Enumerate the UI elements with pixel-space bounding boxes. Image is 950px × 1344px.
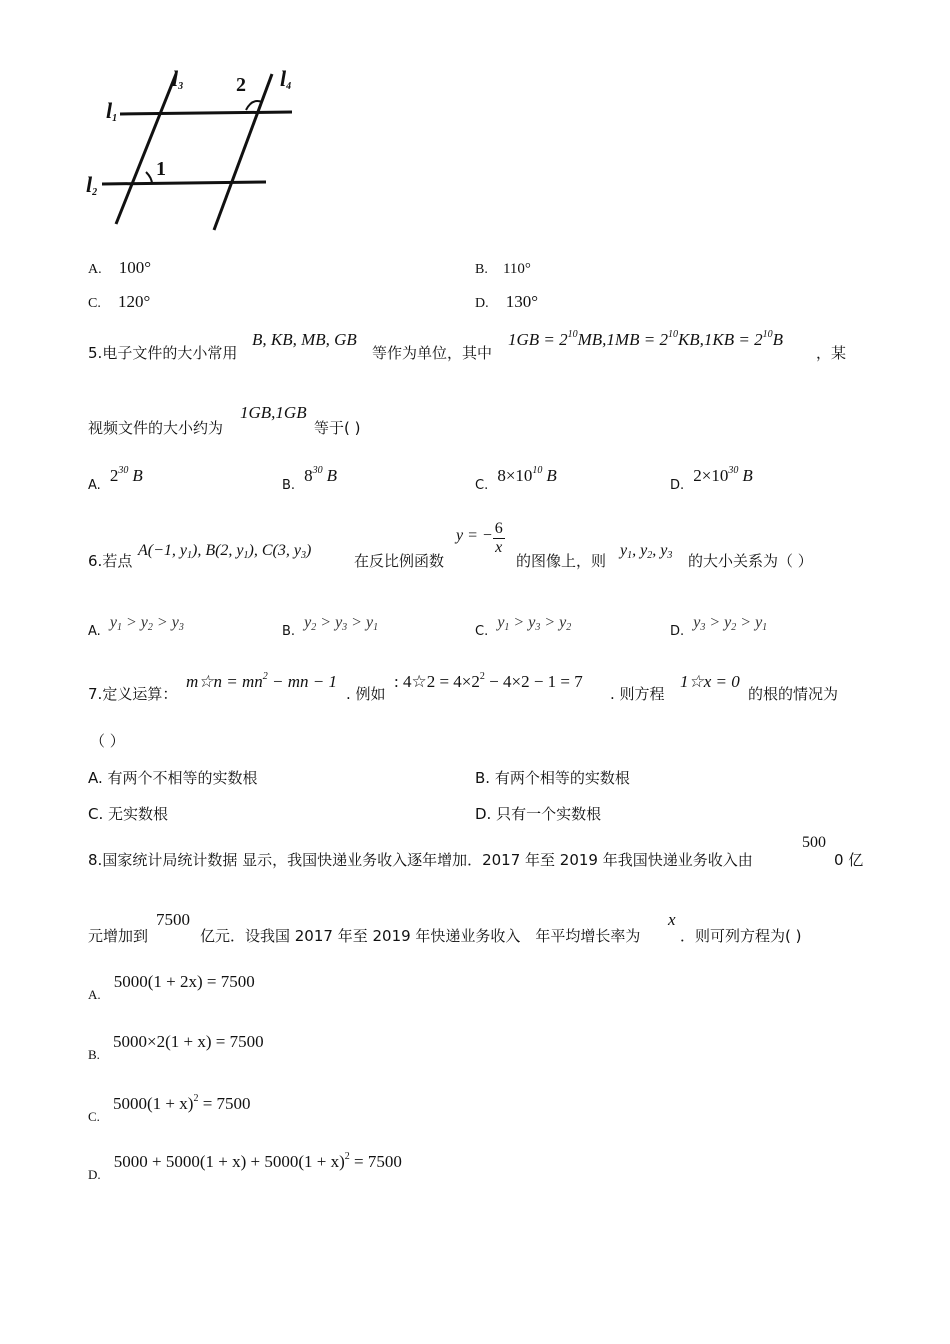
func-lhs: y = − [456, 526, 493, 544]
q6-option-b[interactable] [282, 612, 379, 639]
sub: 1 [117, 622, 122, 633]
sub: 2 [566, 622, 572, 633]
ex-exp: 2 [479, 671, 485, 682]
q4-option-c[interactable] [88, 292, 150, 312]
q8-stem-line1 [88, 849, 753, 870]
sub: 2 [311, 622, 317, 633]
label-l1 [106, 98, 117, 124]
q4-option-a[interactable] [88, 258, 151, 278]
option-equation [114, 1152, 402, 1171]
line-l1 [120, 112, 292, 114]
def-exp: 2 [262, 671, 268, 682]
part: y [693, 614, 701, 631]
q5-exp3: 10 [762, 329, 773, 340]
q8-text1: 国家统计局统计数据 显示，我国快递业务收入逐年增加．2017 年至 2019 年我国快递业务收入由 [102, 851, 753, 869]
option-value: 130° [505, 292, 539, 311]
label-l2-letter: l [86, 172, 93, 197]
label-l3-sub: 3 [178, 81, 184, 92]
q5-size: 1GB,1GB [240, 403, 307, 422]
q6-function [456, 520, 505, 556]
part: > y [540, 614, 567, 631]
base: 2 [109, 466, 119, 485]
option-value [304, 466, 337, 485]
def-b: − mn − 1 [267, 672, 337, 691]
option-label: C. [88, 296, 101, 311]
q8-text2: 0 亿 [834, 851, 864, 869]
option-label: D. [88, 1167, 101, 1182]
option-label: B. [282, 478, 296, 493]
option-label: A. [88, 987, 101, 1002]
q7-stem-start [88, 683, 177, 704]
q5-relations [508, 330, 783, 350]
q4-option-d[interactable] [475, 292, 538, 312]
part: > y [122, 614, 148, 631]
option-value: 100° [118, 258, 152, 277]
q5-option-d[interactable] [670, 465, 753, 493]
q6-pt-a: A(−1, y [138, 542, 187, 559]
line-l2 [102, 182, 266, 184]
q5-exp1: 10 [567, 329, 578, 340]
eq-exp: 2 [344, 1151, 350, 1162]
label-l2 [86, 172, 97, 198]
option-label: B. [282, 624, 296, 639]
base: 2×10 [693, 466, 729, 485]
parallel-lines-figure [80, 62, 310, 242]
q5-rel-c: KB,1KB = 2 [677, 330, 763, 349]
label-l2-sub: 2 [92, 187, 98, 198]
part: y [109, 614, 117, 631]
label-l4-letter: l [280, 66, 287, 91]
q5-option-a[interactable] [88, 465, 143, 493]
label-l3-letter: l [172, 66, 179, 91]
option-equation: 5000(1 + 2x) = 7500 [113, 972, 255, 991]
def-a: m☆n = mn [186, 672, 263, 691]
unit: B [742, 466, 753, 485]
q6-option-d[interactable] [670, 612, 768, 639]
q7-text5: （ ） [90, 732, 125, 750]
q8-option-b[interactable] [88, 1032, 264, 1062]
line-l4 [214, 74, 272, 230]
q8-text5: ．则可列方程为( ) [680, 927, 802, 945]
q7-option-a[interactable]: A. 有两个不相等的实数根 [88, 769, 258, 787]
q5-option-b[interactable] [282, 465, 338, 493]
q7-text4: 的根的情况为 [748, 685, 839, 703]
q6-pt-c: ), C(3, y [248, 542, 301, 559]
q8-var: x [668, 910, 676, 929]
q6-option-c[interactable] [475, 612, 572, 639]
option-value [497, 466, 556, 485]
part: > y [347, 614, 374, 631]
q6-vars [620, 542, 672, 560]
q8-text4: 亿元．设我国 2017 年至 2019 年快递业务收入 年平均增长率为 [200, 927, 641, 945]
option-value [110, 614, 184, 631]
question-number: 7. [88, 685, 103, 703]
option-label: A. [88, 478, 101, 493]
q8-num1: 500 [802, 834, 826, 851]
q5-text2: 等作为单位，其中 [372, 344, 493, 362]
q6-pt-b: ), B(2, y [192, 542, 244, 559]
q7-text2: . 例如 [346, 685, 386, 703]
q6-pt-c-sub: 3 [300, 550, 306, 561]
q6-text1: 若点 [102, 552, 133, 570]
var-sub2: 2 [647, 550, 653, 561]
label-l1-letter: l [106, 98, 113, 123]
option-value [304, 614, 378, 631]
unit: B [132, 466, 143, 485]
label-l4-sub: 4 [286, 81, 292, 92]
q5-units: B, KB, MB, GB [252, 330, 357, 349]
q5-text1: 电子文件的大小常用 [102, 344, 238, 362]
sub: 3 [535, 622, 541, 633]
q6-option-a[interactable] [88, 612, 184, 639]
q6-text3: 的图像上，则 [516, 552, 607, 570]
exponent: 30 [312, 465, 323, 476]
eq-a: 5000 + 5000(1 + x) + 5000(1 + x) [113, 1152, 345, 1171]
q4-option-b[interactable] [475, 258, 531, 278]
q7-text1: 定义运算： [102, 685, 178, 703]
part: y [304, 614, 312, 631]
option-label: B. [88, 1047, 100, 1062]
q6-text2: 在反比例函数 [354, 552, 445, 570]
ex-b: − 4×2 − 1 = 7 [484, 672, 583, 691]
part: > y [509, 614, 536, 631]
q8-text3: 元增加到 [88, 927, 149, 945]
exponent: 10 [532, 465, 543, 476]
q8-option-a[interactable] [88, 972, 255, 1002]
option-label: D. [475, 296, 489, 311]
option-value: 110° [502, 261, 531, 277]
option-label: B. [475, 262, 488, 277]
q6-pt-b-sub: 1 [243, 550, 249, 561]
var-sub1: 1 [627, 550, 633, 561]
base: 8 [304, 466, 313, 485]
option-label: A. [88, 624, 101, 639]
q5-text5: 等于( ) [314, 419, 361, 437]
q5-text4: 视频文件的大小约为 [88, 419, 224, 437]
q7-option-b[interactable]: B. 有两个相等的实数根 [475, 769, 630, 787]
q7-definition [186, 672, 337, 692]
q5-rel-b: MB,1MB = 2 [577, 330, 668, 349]
q5-option-c[interactable] [475, 465, 557, 493]
option-label: C. [475, 624, 489, 639]
q6-points [138, 542, 311, 560]
question-number: 6. [88, 552, 103, 570]
var-sep2: , y [652, 542, 668, 559]
q5-stem-line1 [88, 342, 237, 363]
q5-rel-a: 1GB = 2 [508, 330, 568, 349]
option-label: D. [670, 478, 685, 493]
q7-equation: 1☆x = 0 [680, 672, 740, 691]
sub: 1 [504, 622, 510, 633]
label-l3 [172, 66, 183, 92]
question-number: 5. [88, 344, 103, 362]
option-value [693, 614, 767, 631]
ex-a: : 4☆2 = 4×2 [394, 672, 480, 691]
sub: 1 [373, 622, 379, 633]
var-sub3: 3 [667, 550, 673, 561]
q7-option-d[interactable]: D. 只有一个实数根 [475, 805, 602, 823]
figure-svg [80, 62, 310, 242]
option-value [110, 466, 143, 485]
label-l4 [280, 66, 291, 92]
var-y: y [620, 542, 628, 559]
option-value: 120° [117, 292, 151, 311]
func-numerator: 6 [494, 520, 503, 537]
unit: B [546, 466, 557, 485]
unit: B [326, 466, 338, 485]
eq-b: = 7500 [349, 1152, 402, 1171]
sub: 2 [147, 622, 153, 633]
q8-option-c[interactable] [88, 1093, 251, 1124]
q6-text4: 的大小关系为（ ） [688, 552, 813, 570]
label-angle-2: 2 [236, 74, 246, 96]
sub: 3 [342, 622, 348, 633]
func-fraction [493, 520, 505, 556]
label-l1-sub: 1 [112, 113, 118, 124]
q8-option-d[interactable] [88, 1151, 402, 1182]
eq-a: 5000(1 + x) [113, 1094, 194, 1113]
line-l3 [116, 74, 176, 224]
label-angle-1: 1 [156, 158, 166, 180]
option-label: D. [670, 624, 685, 639]
eq-b: = 7500 [198, 1094, 251, 1113]
sub: 3 [178, 622, 184, 633]
exponent: 30 [118, 465, 129, 476]
q8-num2: 7500 [156, 910, 190, 929]
eq-exp: 2 [193, 1093, 199, 1104]
func-denominator: x [495, 538, 503, 556]
sub: 3 [700, 622, 706, 633]
q6-pt-end: ) [305, 542, 312, 559]
q7-text3: . 则方程 [610, 685, 665, 703]
var-sep1: , y [632, 542, 648, 559]
option-value [497, 614, 571, 631]
q5-exp2: 10 [667, 329, 678, 340]
option-label: A. [88, 262, 102, 277]
q5-text3: ，某 [816, 344, 847, 362]
q7-example [394, 672, 583, 692]
exponent: 30 [728, 465, 739, 476]
option-value [693, 466, 752, 485]
option-equation: 5000×2(1 + x) = 7500 [113, 1032, 264, 1051]
q5-rel-d: B [772, 330, 784, 349]
q7-option-c[interactable]: C. 无实数根 [88, 805, 169, 823]
part: > y [705, 614, 732, 631]
sub: 2 [731, 622, 737, 633]
q6-stem-start [88, 550, 132, 571]
question-number: 8. [88, 851, 103, 869]
option-equation [113, 1094, 251, 1113]
part: > y [316, 614, 343, 631]
option-label: C. [475, 478, 489, 493]
part: > y [736, 614, 763, 631]
sub: 1 [762, 622, 768, 633]
part: > y [152, 614, 179, 631]
option-label: C. [88, 1109, 100, 1124]
part: y [497, 614, 505, 631]
base: 8×10 [497, 466, 533, 485]
q6-pt-a-sub: 1 [187, 550, 192, 561]
